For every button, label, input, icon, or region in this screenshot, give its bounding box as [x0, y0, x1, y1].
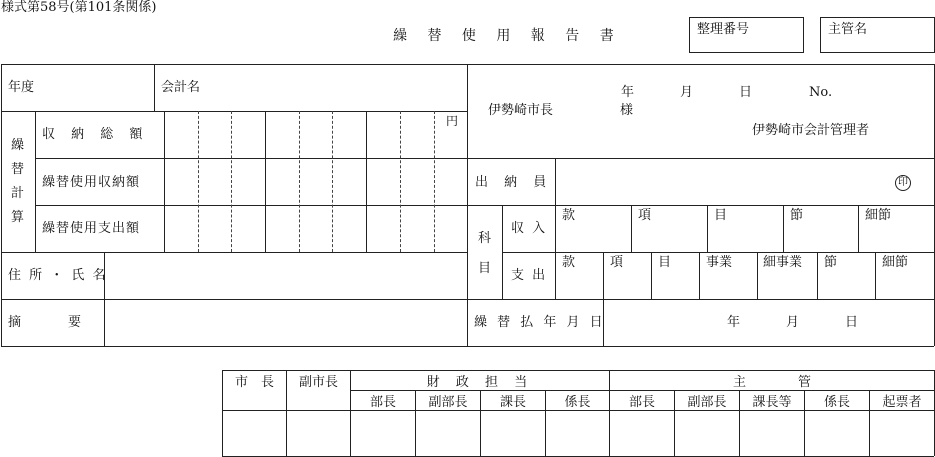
manager-col-fukubucho: 副部長 [687, 395, 727, 410]
expense-label: 支 出 [511, 268, 548, 283]
page-title: 繰 替 使 用 報 告 書 [393, 28, 622, 44]
manager-col-kakaricho: 係長 [823, 395, 850, 410]
income-label: 収 入 [511, 221, 548, 236]
approval-finance-group-label: 財 政 担 当 [426, 375, 534, 390]
form-number: 様式第58号(第101条関係) [1, 0, 157, 15]
expense-col-jigyou: 事業 [706, 255, 733, 270]
subject-label-bottom: 目 [478, 261, 492, 276]
expense-col-setsu: 節 [824, 255, 838, 270]
manager-name-label: 主管名 [828, 22, 868, 37]
transfer-date-day: 日 [845, 315, 859, 330]
calculation-side-label: 繰 替 計 算 [11, 138, 25, 225]
manager-col-kachoto: 課長等 [752, 395, 792, 410]
expense-col-moku: 目 [658, 255, 672, 270]
transfer-date-label: 繰 替 払 年 月 日 [474, 315, 606, 330]
approval-mayor-label: 市 長 [234, 375, 274, 390]
expense-col-saisetsu: 細節 [882, 255, 909, 270]
mayor-stamp-field[interactable] [223, 411, 286, 456]
finance-col-kacho: 課長 [499, 395, 526, 410]
income-col-saisetsu: 細節 [865, 208, 892, 223]
seal-mark-icon: 印 [895, 175, 911, 191]
income-col-kou: 項 [638, 208, 652, 223]
expense-col-saijigyou: 細事業 [763, 255, 803, 270]
yen-unit: 円 [446, 114, 459, 128]
addressee-name: 伊勢崎市長 [488, 103, 554, 118]
report-date-year: 年 [621, 85, 635, 100]
income-col-setsu: 節 [790, 208, 804, 223]
total-receipts-label: 収 納 総 額 [42, 127, 149, 142]
approval-deputy-mayor-label: 副市長 [298, 375, 338, 390]
income-col-kan: 款 [562, 208, 576, 223]
address-name-label: 住 所 ・ 氏 名 [8, 268, 108, 283]
finance-col-bucho: 部長 [369, 395, 396, 410]
ref-number-label: 整理番号 [697, 22, 750, 37]
income-col-moku: 目 [714, 208, 728, 223]
approval-manager-group-label: 主 管 [732, 375, 811, 390]
report-date-day: 日 [739, 85, 753, 100]
account-name-label: 会計名 [161, 80, 201, 95]
fiscal-year-label: 年度 [8, 80, 35, 95]
finance-col-kakaricho: 係長 [564, 395, 591, 410]
transfer-date-month: 月 [786, 315, 800, 330]
addressee-honorific: 様 [620, 103, 634, 118]
manager-col-kihyosha: 起票者 [882, 395, 922, 410]
report-number-label: No. [809, 85, 833, 100]
finance-col-fukubucho: 副部長 [428, 395, 468, 410]
expense-col-kou: 項 [610, 255, 624, 270]
sender-name: 伊勢崎市会計管理者 [752, 123, 870, 138]
manager-col-bucho: 部長 [628, 395, 655, 410]
expense-col-kan: 款 [562, 255, 576, 270]
deputy-mayor-stamp-field[interactable] [287, 411, 350, 456]
cashier-label: 出 納 員 [475, 175, 553, 190]
transfer-receipts-label: 繰替使用収納額 [42, 175, 141, 190]
transfer-payments-label: 繰替使用支出額 [42, 221, 141, 236]
transfer-date-year: 年 [727, 315, 741, 330]
report-date-month: 月 [680, 85, 694, 100]
summary-label: 摘 要 [8, 315, 84, 330]
subject-label-top: 科 [478, 231, 492, 246]
